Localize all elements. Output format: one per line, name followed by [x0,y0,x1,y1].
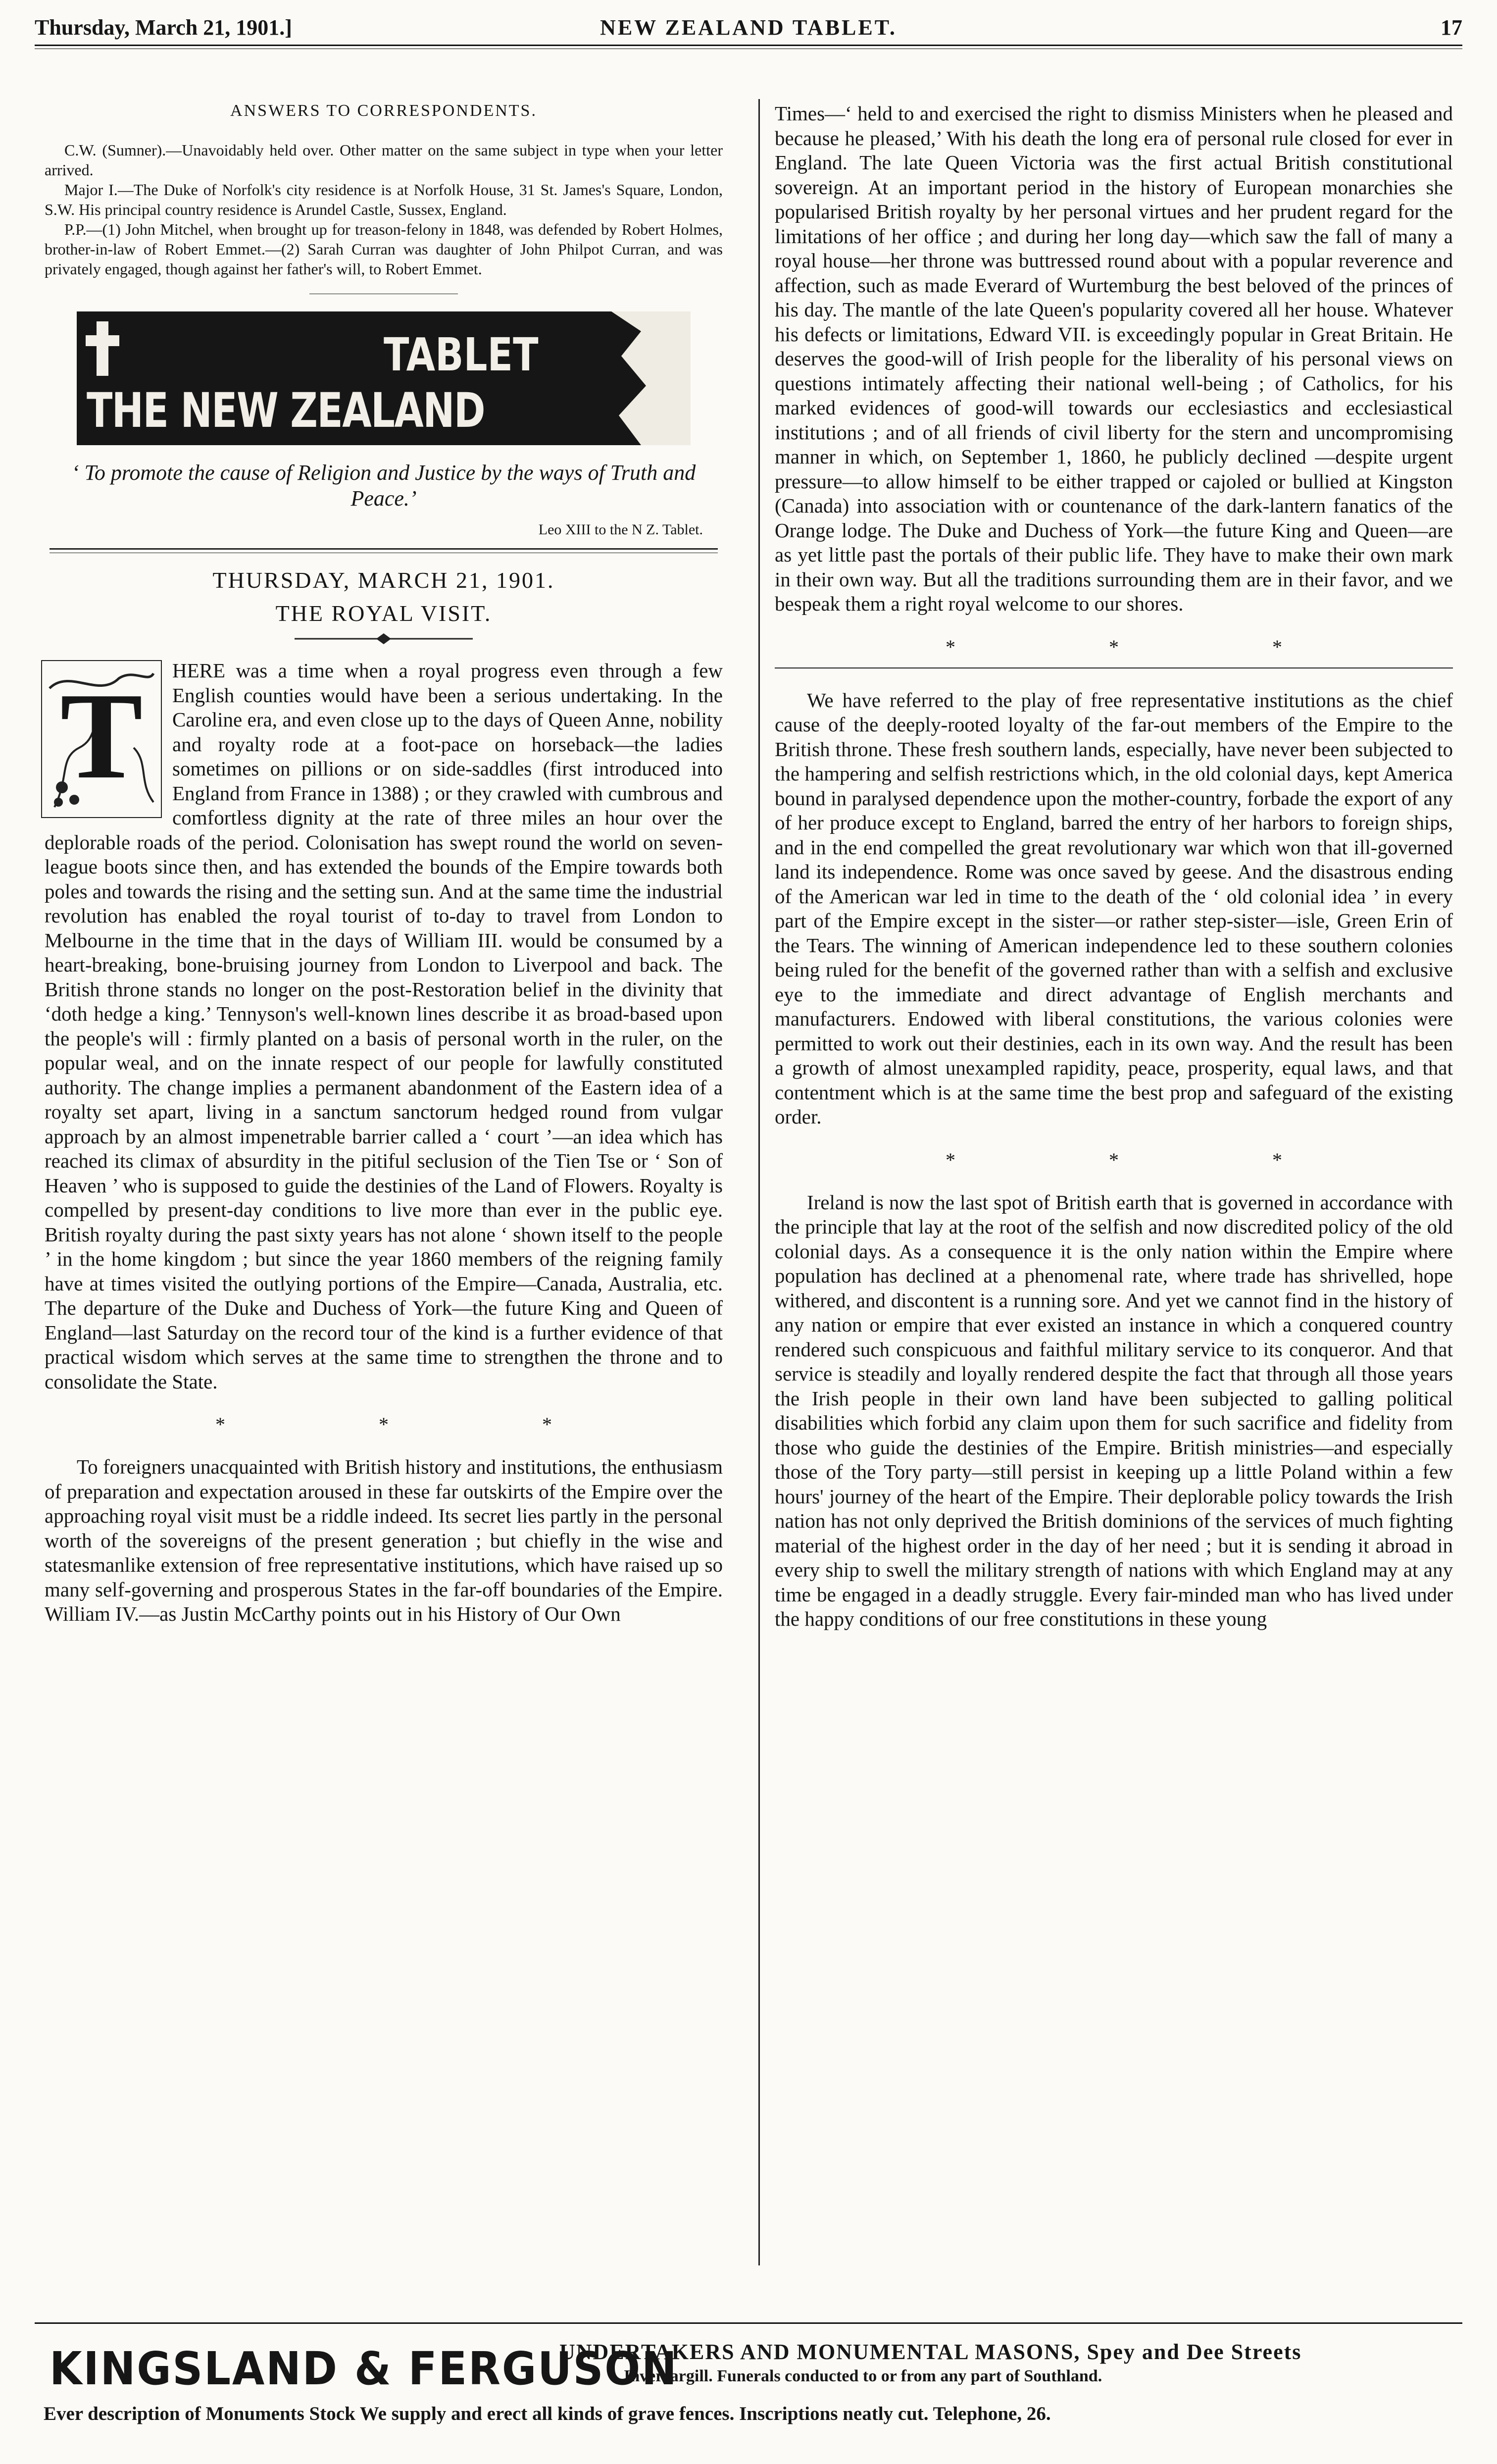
section-divider [775,667,1453,668]
advert-line1: UNDERTAKERS AND MONUMENTAL MASONS, Spey and Dee Streets [559,2340,1302,2364]
section-divider [50,548,718,550]
correspondents-heading: ANSWERS TO CORRESPONDENTS. [230,102,537,120]
header-title: NEW ZEALAND TABLET. [600,15,897,40]
article-paragraph: To foreigners unacquainted with British history and institutions, the enthusiasm of preparation and expectation aroused in these far outskirts of the Empire over the approaching royal visit must be a riddle indeed. Its secret lies partly in the personal worth of the sovereigns of the present generation ; but chiefly in the wise and statesmanlike extension of free representative institutions, which have raised up so many self-governing and prosperous States in the far-off boundaries of the Empire. William IV.—as Justin McCarthy points out in his History of Our Own [45,1455,723,1625]
advert-line3: Ever description of Monuments Stock We supply and erect all kinds of grave fences. Inscriptions neatly cut. Telephone, 26. [44,2403,1051,2424]
article-paragraph: HERE was a time when a royal progress even through a few English counties would have been a serious undertaking. In the Caroline era, and even close up to the days of Queen Anne, nobility and royalty rode at a foot-pace on horseback—the ladies sometimes on pillions or on side-saddles (first introduced into England from France in 1388) ; or they crawled with cumbrous and comfortless dignity at the rate of three miles an hour over the deplorable roads of the period. Colonisation has swept round the world on seven-league boots since then, and has extended the bounds of the Empire towards both poles and towards the rising and the setting sun. And at the same time the industrial revolution has enabled the royal tourist of to-day to travel from London to Melbourne in the time that in the days of William III. would be consumed by a heart-breaking, bone-bruising journey from London to Liverpool and back. The British throne stands no longer on the post-Restoration belief in the divinity that ‘doth hedge a king.’ Tennyson's well-known lines describe it as broad-based upon the people's will : firmly planted on a basis of personal worth in the ruler, on the popular weal, and on the innate respect of our people for lawfully constituted authority. The change implies a permanent abandonment of the Eastern idea of a royalty set apart, living in a sanctum sanctorum hedged round from vulgar approach by an almost impenetrable barrier called a ‘ court ’—an idea which has reached its climax of absurdity in the pitiful seclusion of the Tien Tse or ‘ Son of Heaven ’ who is supposed to guide the destinies of the Land of Flowers. Royalty is compelled by present-day conditions to live more than ever in the public eye. British royalty during the past sixty years has not alone ‘ shown itself to the people ’ in the home kingdom ; but since the year 1860 members of the reigning family have at times visited the outlying portions of the Empire—Canada, Australia, etc. The departure of the Duke and Duchess of York—the future King and Queen of England—last Saturday on the record tour of the kind is a further evidence of that practical wisdom which serves at the same time to strengthen the throne and to consolidate the State. [45,659,723,1393]
article-paragraph: Ireland is now the last spot of British earth that is governed in accordance with the principle that lay at the root of the selfish and now discredited policy of the old colonial days. As a consequence it is the only nation within the Empire where population has declined at a phenomenal rate, where trade has shrivelled, hope withered, and discontent is a running sore. And yet we cannot find in the history of any nation or empire that ever existed an instance in which a conquered country rendered such conspicuous and faithful military service to its conqueror. And that service is steadily and loyally rendered despite the fact that through all those years the Irish people in their own land have been subjected to galling political disabilities which forbid any claim upon them for such sacrifice and fidelity from those who guide the destinies of the Empire. British ministries—and especially those of the Tory party—still persist in keeping up a little Poland within a few hours' journey of the heart of the Empire. Their deplorable policy towards the Irish nation has not only deprived the British dominions of the services of much fighting material of the highest order in the day of her need ; but it is sending it abroad in every ship to swell the military strength of nations with which England may at any time be engaged in a deadly struggle. Every fair-minded man who has lived under the happy conditions of our free constitutions in these young [775,1190,1453,1630]
column-divider [758,99,760,2265]
advert-brand: KINGSLAND & FERGUSON [50,2342,678,2395]
page-number: 17 [1441,15,1462,40]
ornament-rule [45,632,723,648]
correspondent-answer: C.W. (Sumner).—Unavoidably held over. Other matter on the same subject in type when your letter arrived. [45,141,723,179]
correspondents-section [45,102,723,279]
advert-line2: Invercargill. Funerals conducted to or from any part of Southland. [624,2367,1102,2385]
masthead-line2: TABLET [384,328,539,381]
motto-citation: Leo XIII to the N Z. Tablet. [538,521,703,538]
masthead-line1: THE NEW ZEALAND [87,383,485,438]
header-rule [35,45,1462,46]
left-column [45,102,723,1627]
issue-date: THURSDAY, MARCH 21, 1901. [212,567,555,593]
article-paragraph: We have referred to the play of free representative institutions as the chief cause of the deeply-rooted loyalty of the far-out members of the Empire to the British throne. These fresh southern lands, especially, have never been subjected to the hampering and selfish restrictions which, in the old colonial days, kept America bound in paralysed dependence upon the mother-country, forbade the export of any of her produce except to England, barred the entry of her harbors to foreign ships, and in the end compelled the great revolutionary war which won that ill-governed land its independence. Rome was once saved by geese. And the disastrous ending of the American war led in time to the death of the ‘ old colonial idea ’ in every part of the Empire except in the sister—or rather step-sister—isle, Green Erin of the Tears. The winning of American independence led to these southern colonies being ruled for the benefit of the governed rather than with a selfish and exclusive eye to the immediate and direct advantage of English merchants and manufacturers. Endowed with liberal constitutions, the various colonies were permitted to work out their destinies, each in its own way. And the result has been a growth of almost unexampled rapidity, peace, prosperity, equal laws, and that contentment which is at the same time the best prop and safeguard of the existing order. [775,688,1453,1128]
running-header [35,11,1462,41]
section-stars: * * * [946,1148,1356,1171]
dropcap-initial [40,659,163,820]
correspondent-answer: P.P.—(1) John Mitchel, when brought up for treason-felony in 1848, was defended by Robert Holmes, brother-in-law of Robert Emmet.—(2) Sarah Curran was daughter of John Philpot Curran, and was privately engaged, though against her father's will, to Robert Emmet. [45,220,723,278]
article-paragraph: Times—‘ held to and exercised the right to dismiss Ministers when he pleased and because he pleased,’ With his death the long era of personal rule closed for ever in England. The late Queen Victoria was the first actual British constitutional sovereign. At an important period in the history of European monarchies she popularised British royalty by her personal virtues and her prudent regard for the limitations of her office ; and during her long day—which saw the fall of many a royal house—her throne was buttressed round about with a popular reverence and affection, such as made Everard of Wurtemburg the best beloved of the princes of his day. The mantle of the late Queen's popularity covered all her house. Whatever his defects or limitations, Edward VII. is exceedingly popular in Great Britain. He deserves the good-will of Irish people for the liberality of his personal views on questions intimately affecting their national well-being ; of Catholics, for his marked evidences of good-will towards our ecclesiastics and ecclesiastical institutions ; and of all friends of civil liberty for the stern and uncompromising manner in which, on September 1, 1860, he publicly declined —despite urgent pressure—to allow himself to be either trapped or cajoled or bullied at Kingston (Canada) into association with or countenance of the dark-lantern fanatics of the Orange lodge. The Duke and Duchess of York—the future King and Queen—are as yet little past the portals of their public life. They have to make their own mark in their own way. But all the traditions surrounding them are in their favor, and we bespeak them a right royal welcome to our shores. [775,102,1453,615]
section-stars: * * * [946,635,1356,658]
correspondent-answer: Major I.—The Duke of Norfolk's city residence is at Norfolk House, 31 St. James's Square, London, S.W. His principal country residence is Arundel Castle, Sussex, England. [45,181,723,218]
dropcap-letter: T [60,667,143,805]
right-column [775,102,1453,1632]
masthead-banner [77,311,691,445]
section-stars: * * * [215,1413,626,1436]
footer-rule [35,2322,1462,2324]
article-title: THE ROYAL VISIT. [275,601,492,626]
masthead-motto: ‘ To promote the cause of Religion and Justice by the ways of Truth and Peace.’ [71,461,696,511]
header-date: Thursday, March 21, 1901.] [35,15,292,40]
footer-advert [35,2332,1462,2456]
